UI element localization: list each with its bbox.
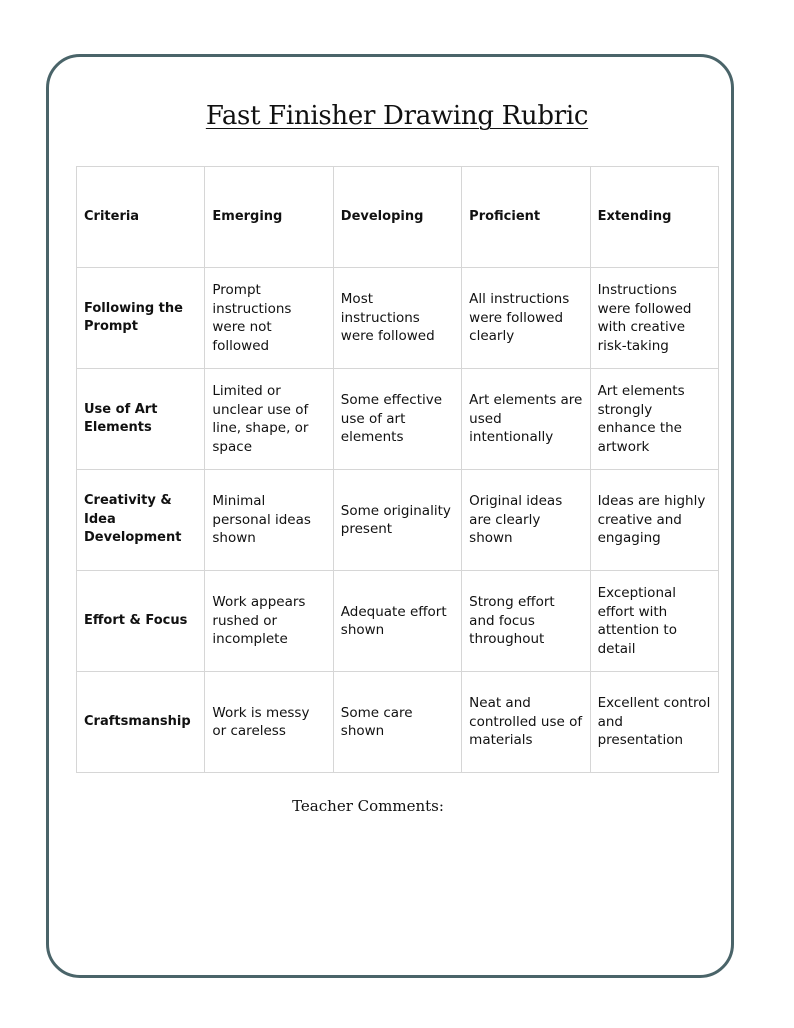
proficient-cell: Original ideas are clearly shown (462, 470, 590, 571)
developing-cell: Some effective use of art elements (333, 369, 461, 470)
extending-cell: Instructions were followed with creative risk-taking (590, 268, 718, 369)
proficient-cell: All instructions were followed clearly (462, 268, 590, 369)
header-emerging: Emerging (205, 167, 333, 268)
criteria-cell: Effort & Focus (77, 571, 205, 672)
criteria-cell: Following the Prompt (77, 268, 205, 369)
emerging-cell: Limited or unclear use of line, shape, or space (205, 369, 333, 470)
proficient-cell: Art elements are used intentionally (462, 369, 590, 470)
table-row (77, 369, 719, 470)
teacher-comments-label: Teacher Comments: (292, 797, 444, 815)
proficient-cell: Strong effort and focus throughout (462, 571, 590, 672)
table-row (77, 268, 719, 369)
header-criteria: Criteria (77, 167, 205, 268)
header-proficient: Proficient (462, 167, 590, 268)
developing-cell: Most instructions were followed (333, 268, 461, 369)
table-row (77, 571, 719, 672)
proficient-cell: Neat and controlled use of materials (462, 672, 590, 773)
table-header-row (77, 167, 719, 268)
criteria-cell: Craftsmanship (77, 672, 205, 773)
emerging-cell: Work appears rushed or incomplete (205, 571, 333, 672)
extending-cell: Exceptional effort with attention to detail (590, 571, 718, 672)
criteria-cell: Creativity & Idea Development (77, 470, 205, 571)
extending-cell: Excellent control and presentation (590, 672, 718, 773)
rubric-table (76, 166, 719, 773)
rubric-title: Fast Finisher Drawing Rubric (205, 101, 589, 131)
table-row (77, 470, 719, 571)
developing-cell: Some originality present (333, 470, 461, 571)
emerging-cell: Prompt instructions were not followed (205, 268, 333, 369)
developing-cell: Some care shown (333, 672, 461, 773)
extending-cell: Ideas are highly creative and engaging (590, 470, 718, 571)
emerging-cell: Work is messy or careless (205, 672, 333, 773)
developing-cell: Adequate effort shown (333, 571, 461, 672)
header-extending: Extending (590, 167, 718, 268)
emerging-cell: Minimal personal ideas shown (205, 470, 333, 571)
header-developing: Developing (333, 167, 461, 268)
table-row (77, 672, 719, 773)
extending-cell: Art elements strongly enhance the artwork (590, 369, 718, 470)
criteria-cell: Use of Art Elements (77, 369, 205, 470)
